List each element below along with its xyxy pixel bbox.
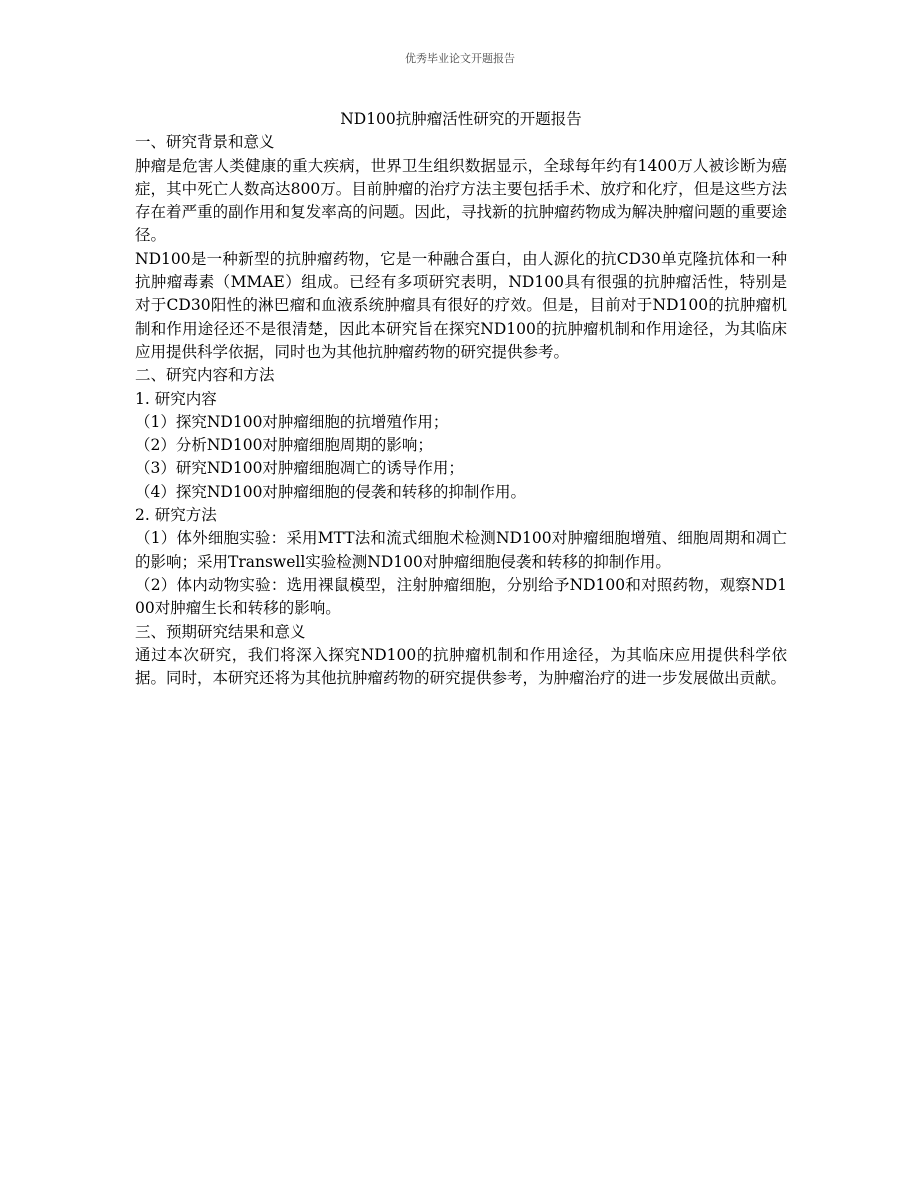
document-body (135, 108, 787, 690)
research-content-item: （1）探究ND100对肿瘤细胞的抗增殖作用； (135, 412, 449, 431)
background-paragraph-1: 肿瘤是危害人类健康的重大疾病，世界卫生组织数据显示，全球每年约有1400万人被诊断为癌症，其中死亡人数高达800万。目前肿瘤的治疗方法主要包括手术、放疗和化疗，但是这些方法存在着严重的副作用和复发率高的问题。因此，寻找新的抗肿瘤药物成为解决肿瘤问题的重要途径。 (135, 156, 787, 245)
research-content-item: （3）研究ND100对肿瘤细胞凋亡的诱导作用； (135, 459, 464, 478)
background-paragraph-2: ND100是一种新型的抗肿瘤药物，它是一种融合蛋白，由人源化的抗CD30单克隆抗体和一种抗肿瘤毒素（MMAE）组成。已经有多项研究表明，ND100具有很强的抗肿瘤活性，特别是对于CD30阳性的淋巴瘤和血液系统肿瘤具有很好的疗效。但是，目前对于ND100的抗肿瘤机制和作用途径还不是很清楚，因此本研究旨在探究ND100的抗肿瘤机制和作用途径，为其临床应用提供科学依据，同时也为其他抗肿瘤药物的研究提供参考。 (135, 249, 787, 361)
research-content-heading: 1. 研究内容 (135, 389, 217, 408)
section-2-heading: 二、研究内容和方法 (135, 366, 275, 385)
section-1-heading: 一、研究背景和意义 (135, 133, 275, 152)
document-title: ND100抗肿瘤活性研究的开题报告 (340, 110, 582, 128)
research-content-item: （4）探究ND100对肿瘤细胞的侵袭和转移的抑制作用。 (135, 482, 526, 501)
running-header: 优秀毕业论文开题报告 (405, 52, 515, 65)
research-content-item: （2）分析ND100对肿瘤细胞周期的影响； (135, 436, 433, 455)
method-in-vitro: （1）体外细胞实验：采用MTT法和流式细胞术检测ND100对肿瘤细胞增殖、细胞周期和凋亡的影响；采用Transwell实验检测ND100对肿瘤细胞侵袭和转移的抑制作用。 (135, 529, 787, 571)
expected-results-paragraph: 通过本次研究，我们将深入探究ND100的抗肿瘤机制和作用途径，为其临床应用提供科学依据。同时，本研究还将为其他抗肿瘤药物的研究提供参考，为肿瘤治疗的进一步发展做出贡献。 (135, 645, 787, 688)
research-methods-heading: 2. 研究方法 (135, 506, 217, 525)
method-in-vivo: （2）体内动物实验：选用裸鼠模型，注射肿瘤细胞，分别给予ND100和对照药物，观察ND100对肿瘤生长和转移的影响。 (135, 575, 787, 618)
section-3-heading: 三、预期研究结果和意义 (135, 622, 306, 641)
